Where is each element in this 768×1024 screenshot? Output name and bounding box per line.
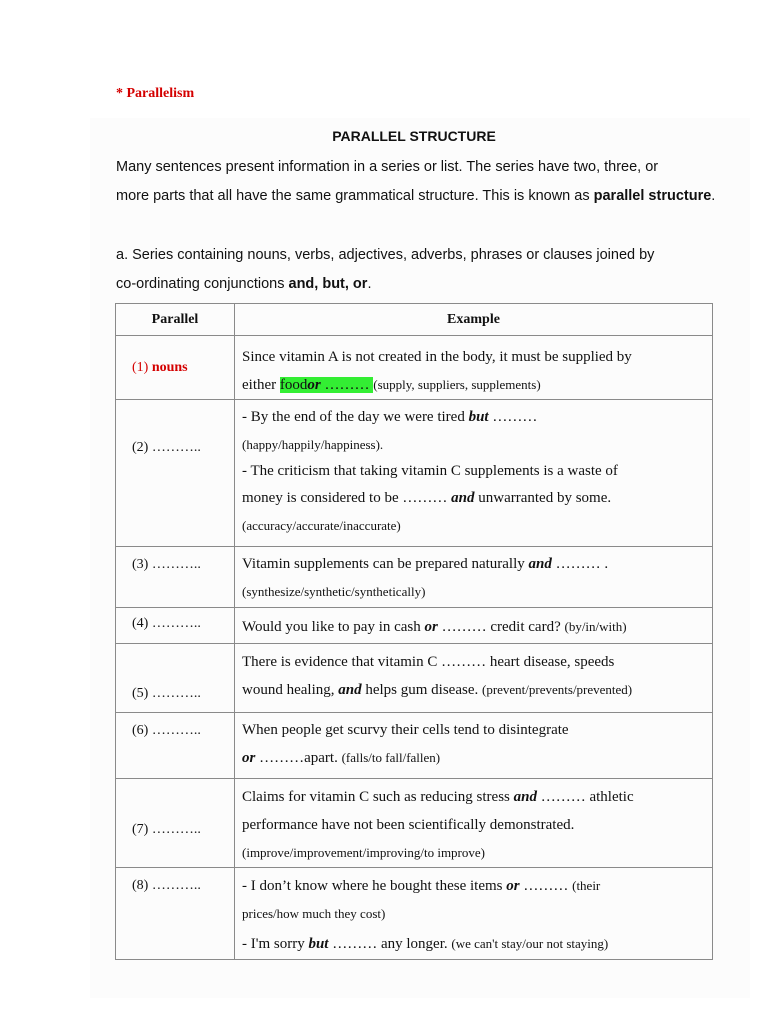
table-row — [116, 400, 713, 547]
blank: ……… — [320, 377, 374, 393]
table-header-row — [116, 304, 713, 336]
row-example-cell: Vitamin supplements can be prepared naturally and ……… . (synthesize/synthetic/synthetically) — [235, 547, 713, 608]
row-blank-label: (3) ……….. — [132, 557, 201, 572]
row-example-cell: - By the end of the day we were tired but ……… (happy/happily/happiness). - The criticism that taking vitamin C supplements is a waste of money is considered to be ……… and unwarranted by some. (accuracy/accurate/inaccurate) — [235, 400, 713, 547]
row-number: (1) — [132, 360, 149, 375]
word-hint: (by/in/with) — [564, 619, 627, 634]
table-row — [116, 713, 713, 779]
row-answer: nouns — [151, 360, 188, 375]
word-hint: (supply, suppliers, supplements) — [373, 377, 541, 392]
row-blank-label: (7) ……….. — [132, 822, 201, 837]
conjunctions-list: and, but, or — [288, 276, 368, 292]
row-example-cell: Would you like to pay in cash or ……… credit card? (by/in/with) — [235, 608, 713, 644]
row-blank-label: (5) ……….. — [132, 686, 201, 701]
row-blank-label: (2) ……….. — [132, 440, 201, 455]
row-label-cell — [116, 400, 235, 547]
table-row — [116, 779, 713, 868]
word-hint: (accuracy/accurate/inaccurate) — [242, 518, 401, 533]
row-blank-label: (8) ……….. — [132, 878, 201, 893]
row-label-cell — [116, 779, 235, 868]
conjunction: or — [506, 878, 520, 894]
exercise-table — [115, 303, 713, 960]
word-hint: prices/how much they cost) — [242, 906, 386, 921]
section-heading: * Parallelism — [116, 86, 195, 101]
word-hint: (falls/to fall/fallen) — [341, 750, 441, 765]
intro-line-1: Many sentences present information in a series or list. The series have two, three, or — [116, 159, 659, 175]
row-label-cell — [116, 868, 235, 960]
conjunction: or — [424, 619, 438, 635]
row-label-cell — [116, 713, 235, 779]
page-title: PARALLEL STRUCTURE — [332, 128, 496, 144]
word-hint: (happy/happily/happiness). — [242, 437, 384, 452]
header-example: Example — [235, 304, 713, 336]
conjunction: or — [242, 750, 256, 766]
table-row — [116, 547, 713, 608]
table-row — [116, 608, 713, 644]
intro-paragraph: Many sentences present information in a series or list. The series have two, three, or more parts that all have the same grammatical structure. This is known as parallel structure. — [116, 159, 716, 204]
row-label-cell — [116, 608, 235, 644]
row-example-cell: Claims for vitamin C such as reducing stress and ……… athletic performance have not been scientifically demonstrated. (improve/improvement/improving/to improve) — [235, 779, 713, 868]
word-hint: (we can't stay/our not staying) — [451, 936, 609, 951]
table-row — [116, 644, 713, 713]
word-hint: (their — [572, 878, 601, 893]
item-a-line-1: a. Series containing nouns, verbs, adjectives, adverbs, phrases or clauses joined by — [116, 247, 655, 263]
word-hint: (prevent/prevents/prevented) — [481, 682, 633, 697]
item-a-line-2: co-ordinating conjunctions — [116, 276, 289, 292]
conjunction: and — [513, 789, 537, 805]
row-example-cell: When people get scurvy their cells tend to disintegrate or ………apart. (falls/to fall/fallen) — [235, 713, 713, 779]
conjunction: and — [451, 490, 475, 506]
word-hint: (improve/improvement/improving/to improve) — [242, 845, 485, 860]
example-line: Since vitamin A is not created in the body, it must be supplied by — [242, 349, 632, 365]
highlighted-answer: food — [279, 377, 308, 393]
row-blank-label: (4) ……….. — [132, 616, 201, 631]
conjunction: or — [307, 377, 321, 393]
table-row — [116, 336, 713, 400]
conjunction: but — [468, 409, 489, 425]
row-example-cell: There is evidence that vitamin C ……… heart disease, speeds wound healing, and helps gum disease. (prevent/prevents/prevented) — [235, 644, 713, 713]
row-label-cell — [116, 644, 235, 713]
conjunction: and — [338, 682, 362, 698]
row-example-cell: Since vitamin A is not created in the body, it must be supplied by either foodor ……… (supply, suppliers, supplements) — [235, 336, 713, 400]
word-hint: (synthesize/synthetic/synthetically) — [242, 584, 426, 599]
key-term: parallel structure — [593, 188, 712, 204]
row-label-cell — [116, 336, 235, 400]
row-example-cell: - I don’t know where he bought these items or ……… (their prices/how much they cost) - I'm sorry but ……… any longer. (we can't stay/our not staying) — [235, 868, 713, 960]
conjunction: and — [528, 556, 552, 572]
row-blank-label: (6) ……….. — [132, 723, 201, 738]
row-label-cell — [116, 547, 235, 608]
header-parallel: Parallel — [116, 304, 235, 336]
intro-line-2: more parts that all have the same grammatical structure. This is known as — [116, 188, 594, 204]
conjunction: but — [308, 936, 329, 952]
table-row — [116, 868, 713, 960]
item-a-paragraph: a. Series containing nouns, verbs, adjectives, adverbs, phrases or clauses joined by co-ordinating conjunctions and, but, or. — [116, 247, 655, 292]
